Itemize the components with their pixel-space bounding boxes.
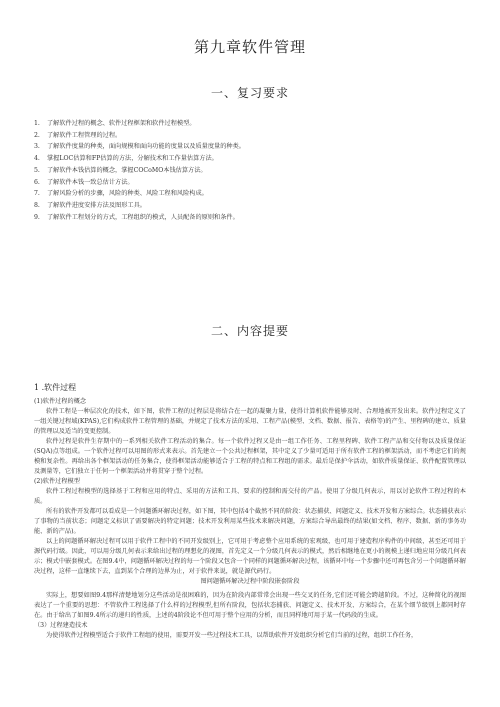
list-item: 4. 掌握LOC估算和FP估算的方法，分解技术和工作量估算方法。 [34,155,218,163]
chapter-title: 第九章软件管理 [193,38,306,56]
section-heading-content: 二、内容提要 [210,324,289,338]
paragraph: 以上的问题循环解决过程可以用于软件工程中的不同开发级别上，它可用于考虑整个应用系统的宏观级，也可用于建造程序构件的中间级，甚至还可用于源代码行级。因此，可以用分级几何表示来给出过程的理想化的视图，首先定义一个分级几何表示的模式，然后相继地在更小的规模上递归地应用分级几何表示；模式中嵌套模式。在图9.4中，问题循环解决过程的每一个阶段又包含一个同样的问题循环解决过程，该循环中每一个步骤中还可再包含另一个问题循环解决过程，这样一直继续下去，直到某个合理的边界为止，对于软件来说，就是源代码行。 [34,538,466,575]
paragraph: 所有的软件开发都可以看成是一个问题循环解决过程，如下图，其中包括4个截然不同的阶段：状态捕获、问题定义、技术开发和方案综合。状态捕获表示了事物的当前状态；问题定义标识了需要解决的特定问题；技术开发利用某些技术来解决问题，方案综合导出最终的结果(如文档、程序、数据、新的事务功能、新的产品)。 [34,508,466,535]
requirements-list [34,118,464,223]
subheading: (2)软件过程模型 [34,478,80,485]
subsection-title: 1 .软件过程 [34,383,77,392]
list-item: 1. 了解软件过程的概念、软件过程框架和软件过程模型。 [34,120,196,127]
list-item: 2. 了解软件工程管理的过程。 [34,131,122,139]
subheading: (1)软件过程的概念 [34,398,87,405]
subheading: （3）过程建造技术 [34,622,88,629]
section-heading-review: 一、复习要求 [210,86,289,100]
list-item: 8. 了解软件进度安排方法及图形工具。 [34,201,146,209]
list-item: 9. 了解软件工程划分的方式，工程组织的模式，人员配备的原则和条件。 [34,213,239,221]
paragraph: 软件过程是软件生存期中的一系列相关软件工程活动的集合。每一个软件过程又是由一组工作任务、工程里程碑、软件工程产品和交付物以及质量保证(SQA)点等组成。一个软件过程可以用图的形式来表示。首先建立一个公共过程框架，其中定义了少量可适用于所有软件工程的框架活动，而不考虑它们的规模和复杂性。再给出各个框架活动的任务集合，使得框架活动能够适合于工程的特点和工程组的需求。最后是保护伞活动，如软件质量保证、软件配置管理以及测量等，它们独立于任何一个框架活动并将贯穿于整个过程。 [34,438,466,475]
content-body [34,397,466,641]
list-item: 5. 了解软件本钱估算的概念，掌握COCoMO本钱估算方法。 [34,166,207,174]
list-item: 6. 了解软件本钱一致总估计方法。 [34,178,134,186]
paragraph: 实际上，想要如图9.4那样清楚地划分这些活动是很困难的，因为在阶段内部常常会出现一些交叉的任务,它们还可能会跨越阶段。不过，这种简化的视图表达了一个重要的思想：不管软件工程选择了什么样的过程模型,但所有阶段，包括状态捕获、问题定义、技术开发、方案综合，在某个细节级别上都同时存在。由于给出了如图9.4所示的递归的性质，上述的4阶段论不但可用于整个应用的分析，而且同样地可用于某一代码段的生成。 [34,592,466,619]
paragraph: 软件工程是一种层次化的技术，如下图，软件工程的过程层是将结合在一起的凝聚力量，使得计算机软件能够及时、合理地被开发出来。软件过程定义了一组关键过程域(KPAS),它们构成软件工程管理的基础，并规定了技术方法的采用、工程产品(模型、文档、数据、报告、表格等)的产生、里程碑的建立、质量的管理以及适当的变更控制。 [34,408,466,435]
paragraph: 为使得软件过程模型适合于软件工程组的使用，需要开发一些过程技术工具，以帮助软件开发组织分析它们当前的过程，组织工作任务， [46,632,418,639]
figure-caption: 图问题循环解决过程中阶段嵌套阶段 [200,578,300,585]
list-item: 3. 了解软件度量的种类，面向规模和面向功能的度量以及质量度量的种类。 [34,143,245,151]
paragraph: 软件工程过程模型的选择基于工程和应用的特点、采用的方法和工具、要求的控制和需交付的产品。使用了分级几何表示，用以讨论软件工程过程的本质。 [34,488,466,505]
list-item: 7. 了解风险分析的步骤，风险的种类、风险工程和风险构成。 [34,190,208,198]
